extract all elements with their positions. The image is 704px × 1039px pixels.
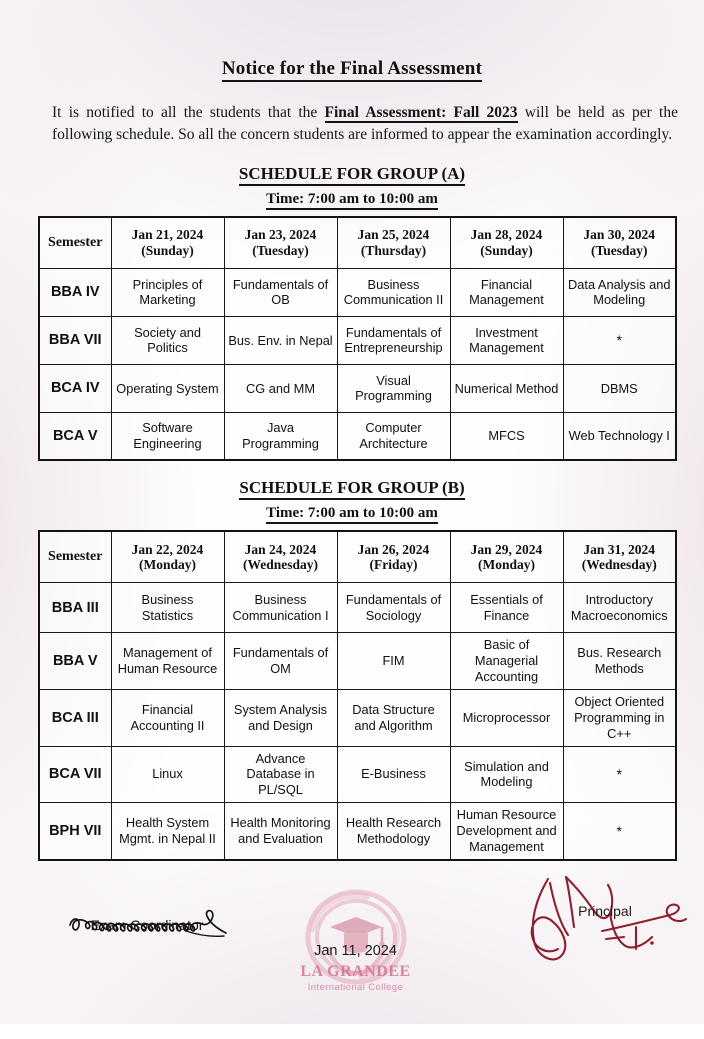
- column-header-day: (Thursday): [360, 242, 427, 258]
- column-header-date: Jan 21, 2024: [131, 227, 204, 243]
- group-a-schedule-table: [38, 216, 677, 462]
- table-row: [39, 690, 676, 747]
- column-header-date-3: [337, 217, 450, 269]
- column-header-day: (Sunday): [141, 242, 194, 258]
- table-cell: MFCS: [450, 412, 563, 460]
- column-header-date-1: [111, 531, 224, 583]
- table-cell: Fundamentals of OM: [224, 633, 337, 690]
- table-row: [39, 583, 676, 633]
- stamp-date: Jan 11, 2024: [314, 942, 397, 959]
- intro-paragraph: [52, 102, 678, 147]
- column-header-date: Jan 23, 2024: [244, 227, 317, 243]
- column-header-day: (Wednesday): [581, 557, 657, 573]
- table-cell: Simulation and Modeling: [450, 746, 563, 803]
- exam-coordinator-label: Exam Coordinator: [90, 916, 204, 933]
- principal-label: Principal: [578, 902, 632, 919]
- table-cell: Fundamentals of Entrepreneurship: [337, 316, 450, 364]
- table-row: [39, 633, 676, 690]
- column-header-date-4: [450, 217, 563, 269]
- column-header-date-4: [450, 531, 563, 583]
- column-header-date: Jan 30, 2024: [583, 227, 656, 243]
- table-cell: Bus. Env. in Nepal: [224, 316, 337, 364]
- column-header-date: Jan 26, 2024: [357, 541, 430, 557]
- table-cell: Bus. Research Methods: [563, 633, 676, 690]
- table-cell: System Analysis and Design: [224, 690, 337, 747]
- column-header-date: Jan 28, 2024: [470, 227, 543, 243]
- column-header-date-5: [563, 217, 676, 269]
- table-cell: Financial Management: [450, 268, 563, 316]
- table-cell: *: [563, 803, 676, 860]
- table-cell: Computer Architecture: [337, 412, 450, 460]
- column-header-date-3: [337, 531, 450, 583]
- column-header-date-2: [224, 217, 337, 269]
- table-cell: Object Oriented Programming in C++: [563, 690, 676, 747]
- table-cell: Business Statistics: [111, 583, 224, 633]
- table-cell: Microprocessor: [450, 690, 563, 747]
- table-row: [39, 364, 676, 412]
- row-semester: BCA V: [39, 412, 111, 460]
- column-header-date-1: [111, 217, 224, 269]
- page-title-text: Notice for the Final Assessment: [222, 58, 482, 82]
- group-b-time: [0, 505, 704, 522]
- table-cell: Operating System: [111, 364, 224, 412]
- table-cell: *: [563, 316, 676, 364]
- table-cell: *: [563, 746, 676, 803]
- table-cell: Management of Human Resource: [111, 633, 224, 690]
- column-header-label: Semester: [48, 234, 103, 250]
- group-a-heading: [0, 164, 704, 184]
- table-cell: Web Technology I: [563, 412, 676, 460]
- table-row: [39, 746, 676, 803]
- column-header-day: (Tuesday): [252, 242, 309, 258]
- stamp-college-name: LA GRANDEE: [300, 962, 411, 980]
- column-header-date: Jan 24, 2024: [244, 541, 317, 557]
- table-cell: Financial Accounting II: [111, 690, 224, 747]
- group-a-time-text: Time: 7:00 am to 10:00 am: [266, 191, 438, 210]
- table-row: [39, 803, 676, 860]
- table-cell: Health Research Methodology: [337, 803, 450, 860]
- table-cell: Principles of Marketing: [111, 268, 224, 316]
- column-header-date-5: [563, 531, 676, 583]
- group-b-table-head: [39, 531, 676, 583]
- table-cell: Software Engineering: [111, 412, 224, 460]
- column-header-date: Jan 25, 2024: [357, 227, 430, 243]
- table-cell: Numerical Method: [450, 364, 563, 412]
- row-semester: BPH VII: [39, 803, 111, 860]
- column-header-day: (Friday): [369, 557, 418, 573]
- table-cell: Visual Programming: [337, 364, 450, 412]
- page-title: [0, 0, 704, 80]
- column-header-day: (Tuesday): [590, 242, 648, 258]
- group-b-heading-text: SCHEDULE FOR GROUP (B): [239, 478, 464, 500]
- table-cell: Data Analysis and Modeling: [563, 268, 676, 316]
- table-cell: Investment Management: [450, 316, 563, 364]
- table-cell: FIM: [337, 633, 450, 690]
- row-semester: BBA III: [39, 583, 111, 633]
- row-semester: BBA VII: [39, 316, 111, 364]
- table-header-row: [39, 217, 676, 269]
- table-cell: Fundamentals of Sociology: [337, 583, 450, 633]
- row-semester: BCA VII: [39, 746, 111, 803]
- row-semester: BCA III: [39, 690, 111, 747]
- intro-text-after: will be held as per the following schedule. So all the concern students are informed to appear the examination accordingly.: [52, 104, 678, 144]
- group-a-heading-text: SCHEDULE FOR GROUP (A): [239, 164, 465, 186]
- group-a-table-wrap: [0, 216, 704, 462]
- table-cell: Linux: [111, 746, 224, 803]
- column-header-date-2: [224, 531, 337, 583]
- group-b-time-text: Time: 7:00 am to 10:00 am: [266, 505, 438, 524]
- table-cell: Human Resource Development and Management: [450, 803, 563, 860]
- column-header-semester: [39, 531, 111, 583]
- group-a-table-body: [39, 268, 676, 460]
- exam-coordinator-block: [52, 917, 242, 933]
- table-cell: DBMS: [563, 364, 676, 412]
- column-header-day: (Wednesday): [242, 557, 318, 573]
- table-cell: E-Business: [337, 746, 450, 803]
- table-row: [39, 316, 676, 364]
- column-header-date: Jan 22, 2024: [131, 541, 204, 557]
- table-cell: Data Structure and Algorithm: [337, 690, 450, 747]
- group-a-time: [0, 191, 704, 208]
- table-cell: Fundamentals of OB: [224, 268, 337, 316]
- principal-signature-icon: [510, 869, 690, 974]
- group-a-table-head: [39, 217, 676, 269]
- table-row: [39, 412, 676, 460]
- column-header-day: (Monday): [139, 557, 196, 573]
- row-semester: BCA IV: [39, 364, 111, 412]
- table-cell: Society and Politics: [111, 316, 224, 364]
- column-header-day: (Sunday): [480, 242, 533, 258]
- stamp-college-subtitle: International College: [307, 981, 404, 993]
- college-stamp: [288, 885, 423, 1005]
- column-header-date: Jan 29, 2024: [470, 541, 543, 557]
- table-cell: Basic of Managerial Accounting: [450, 633, 563, 690]
- group-b-heading: [0, 478, 704, 498]
- row-semester: BBA IV: [39, 268, 111, 316]
- table-cell: CG and MM: [224, 364, 337, 412]
- table-cell: Health System Mgmt. in Nepal II: [111, 803, 224, 860]
- table-row: [39, 268, 676, 316]
- column-header-day: (Monday): [478, 557, 535, 573]
- table-header-row: [39, 531, 676, 583]
- group-b-table-body: [39, 583, 676, 860]
- column-header-semester: [39, 217, 111, 269]
- signature-area: [0, 879, 704, 1039]
- column-header-label: Semester: [48, 549, 103, 565]
- table-cell: Advance Database in PL/SQL: [224, 746, 337, 803]
- table-cell: Business Communication I: [224, 583, 337, 633]
- table-cell: Essentials of Finance: [450, 583, 563, 633]
- intro-text-before: It is notified to all the students that the: [52, 104, 325, 121]
- table-cell: Business Communication II: [337, 268, 450, 316]
- column-header-date: Jan 31, 2024: [583, 541, 656, 557]
- table-cell: Health Monitoring and Evaluation: [224, 803, 337, 860]
- table-cell: Java Programming: [224, 412, 337, 460]
- group-b-table-wrap: [0, 530, 704, 860]
- row-semester: BBA V: [39, 633, 111, 690]
- assessment-emphasis: Final Assessment: Fall 2023: [324, 104, 518, 121]
- table-cell: Introductory Macroeconomics: [563, 583, 676, 633]
- principal-block: [520, 903, 690, 919]
- group-b-schedule-table: [38, 530, 677, 860]
